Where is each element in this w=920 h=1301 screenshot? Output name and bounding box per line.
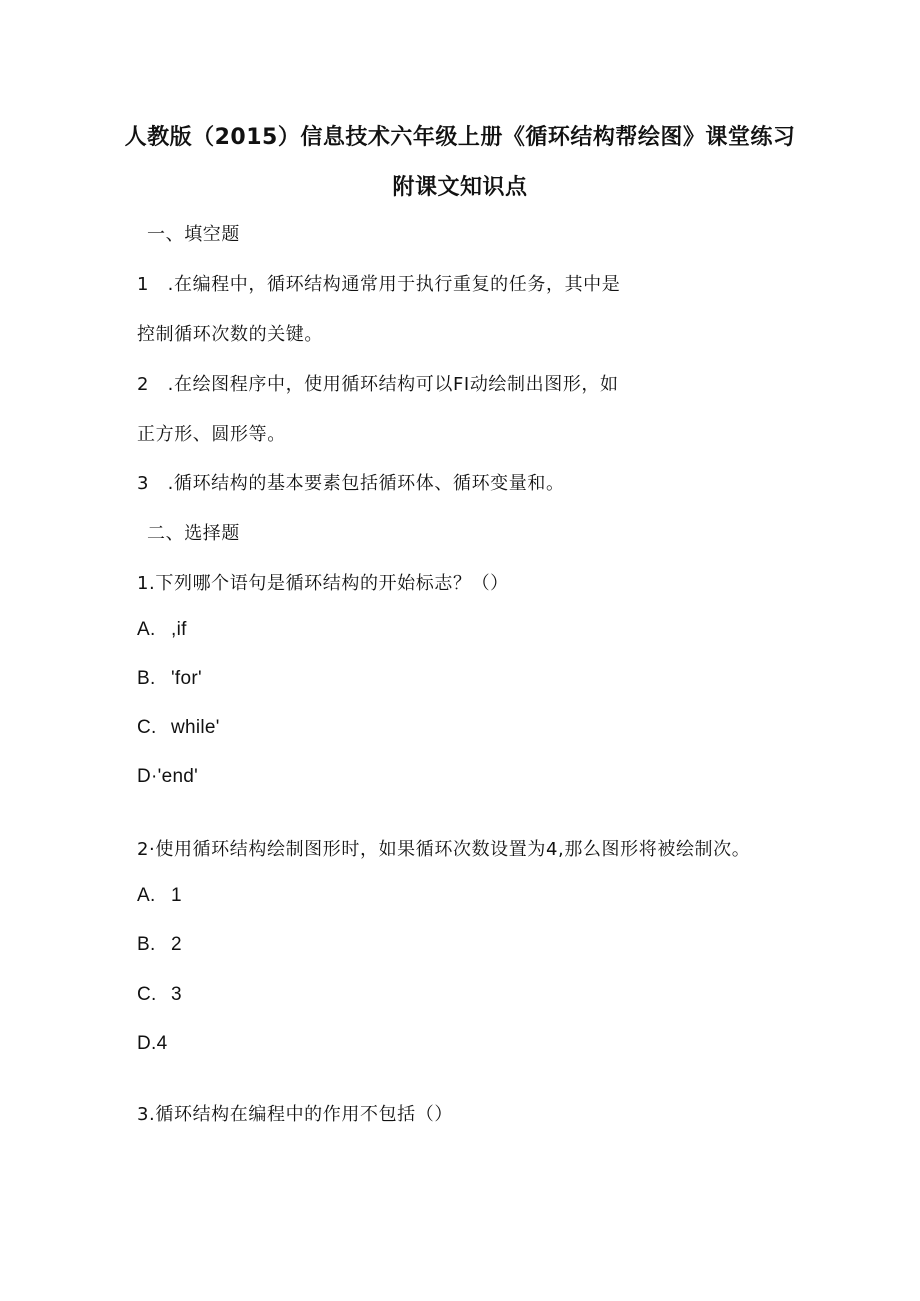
- choice-question-2-option-a: [137, 885, 182, 907]
- fill-question-1-line-2: 控制循环次数的关键。: [137, 324, 323, 345]
- choice-question-3-stem: 3.循环结构在编程中的作用不包括（）: [137, 1104, 453, 1125]
- option-text: 'for': [171, 668, 202, 689]
- choice-question-1-option-b: [137, 668, 202, 690]
- fill-question-3: 3 .循环结构的基本要素包括循环体、循环变量和。: [137, 473, 565, 494]
- fill-question-2-line-1: 2 .在绘图程序中，使用循环结构可以FI动绘制出图形，如: [137, 374, 619, 395]
- choice-question-1-stem: 1.下列哪个语句是循环结构的开始标志？（）: [137, 573, 509, 594]
- option-letter: C.: [137, 717, 157, 738]
- option-letter: B.: [137, 668, 156, 689]
- section-heading-choice: 二、选择题: [147, 523, 240, 544]
- option-letter: A.: [137, 885, 156, 906]
- choice-question-2-option-c: [137, 984, 182, 1006]
- option-text: while': [171, 717, 220, 738]
- option-text: 1: [171, 885, 182, 906]
- choice-question-2-stem: 2·使用循环结构绘制图形时，如果循环次数设置为4,那么图形将被绘制次。: [137, 839, 751, 860]
- option-letter: C.: [137, 984, 157, 1005]
- fill-question-2-line-2: 正方形、圆形等。: [137, 424, 286, 445]
- section-heading-fill-in: 一、填空题: [147, 224, 240, 245]
- choice-question-2-option-b: [137, 934, 182, 956]
- option-text: ,if: [171, 619, 187, 640]
- document-subtitle: 附课文知识点: [392, 175, 528, 200]
- choice-question-2-option-d: D.4: [137, 1033, 168, 1054]
- choice-question-1-option-d: D·'end': [137, 766, 199, 787]
- choice-question-1-option-a: [137, 619, 187, 641]
- option-text: 2: [171, 934, 182, 955]
- option-text: 3: [171, 984, 182, 1005]
- option-letter: A.: [137, 619, 156, 640]
- fill-question-1-line-1: 1 .在编程中，循环结构通常用于执行重复的任务，其中是: [137, 274, 621, 295]
- choice-question-1-option-c: [137, 717, 220, 739]
- option-letter: B.: [137, 934, 156, 955]
- document-title: 人教版（2015）信息技术六年级上册《循环结构帮绘图》课堂练习: [124, 125, 796, 150]
